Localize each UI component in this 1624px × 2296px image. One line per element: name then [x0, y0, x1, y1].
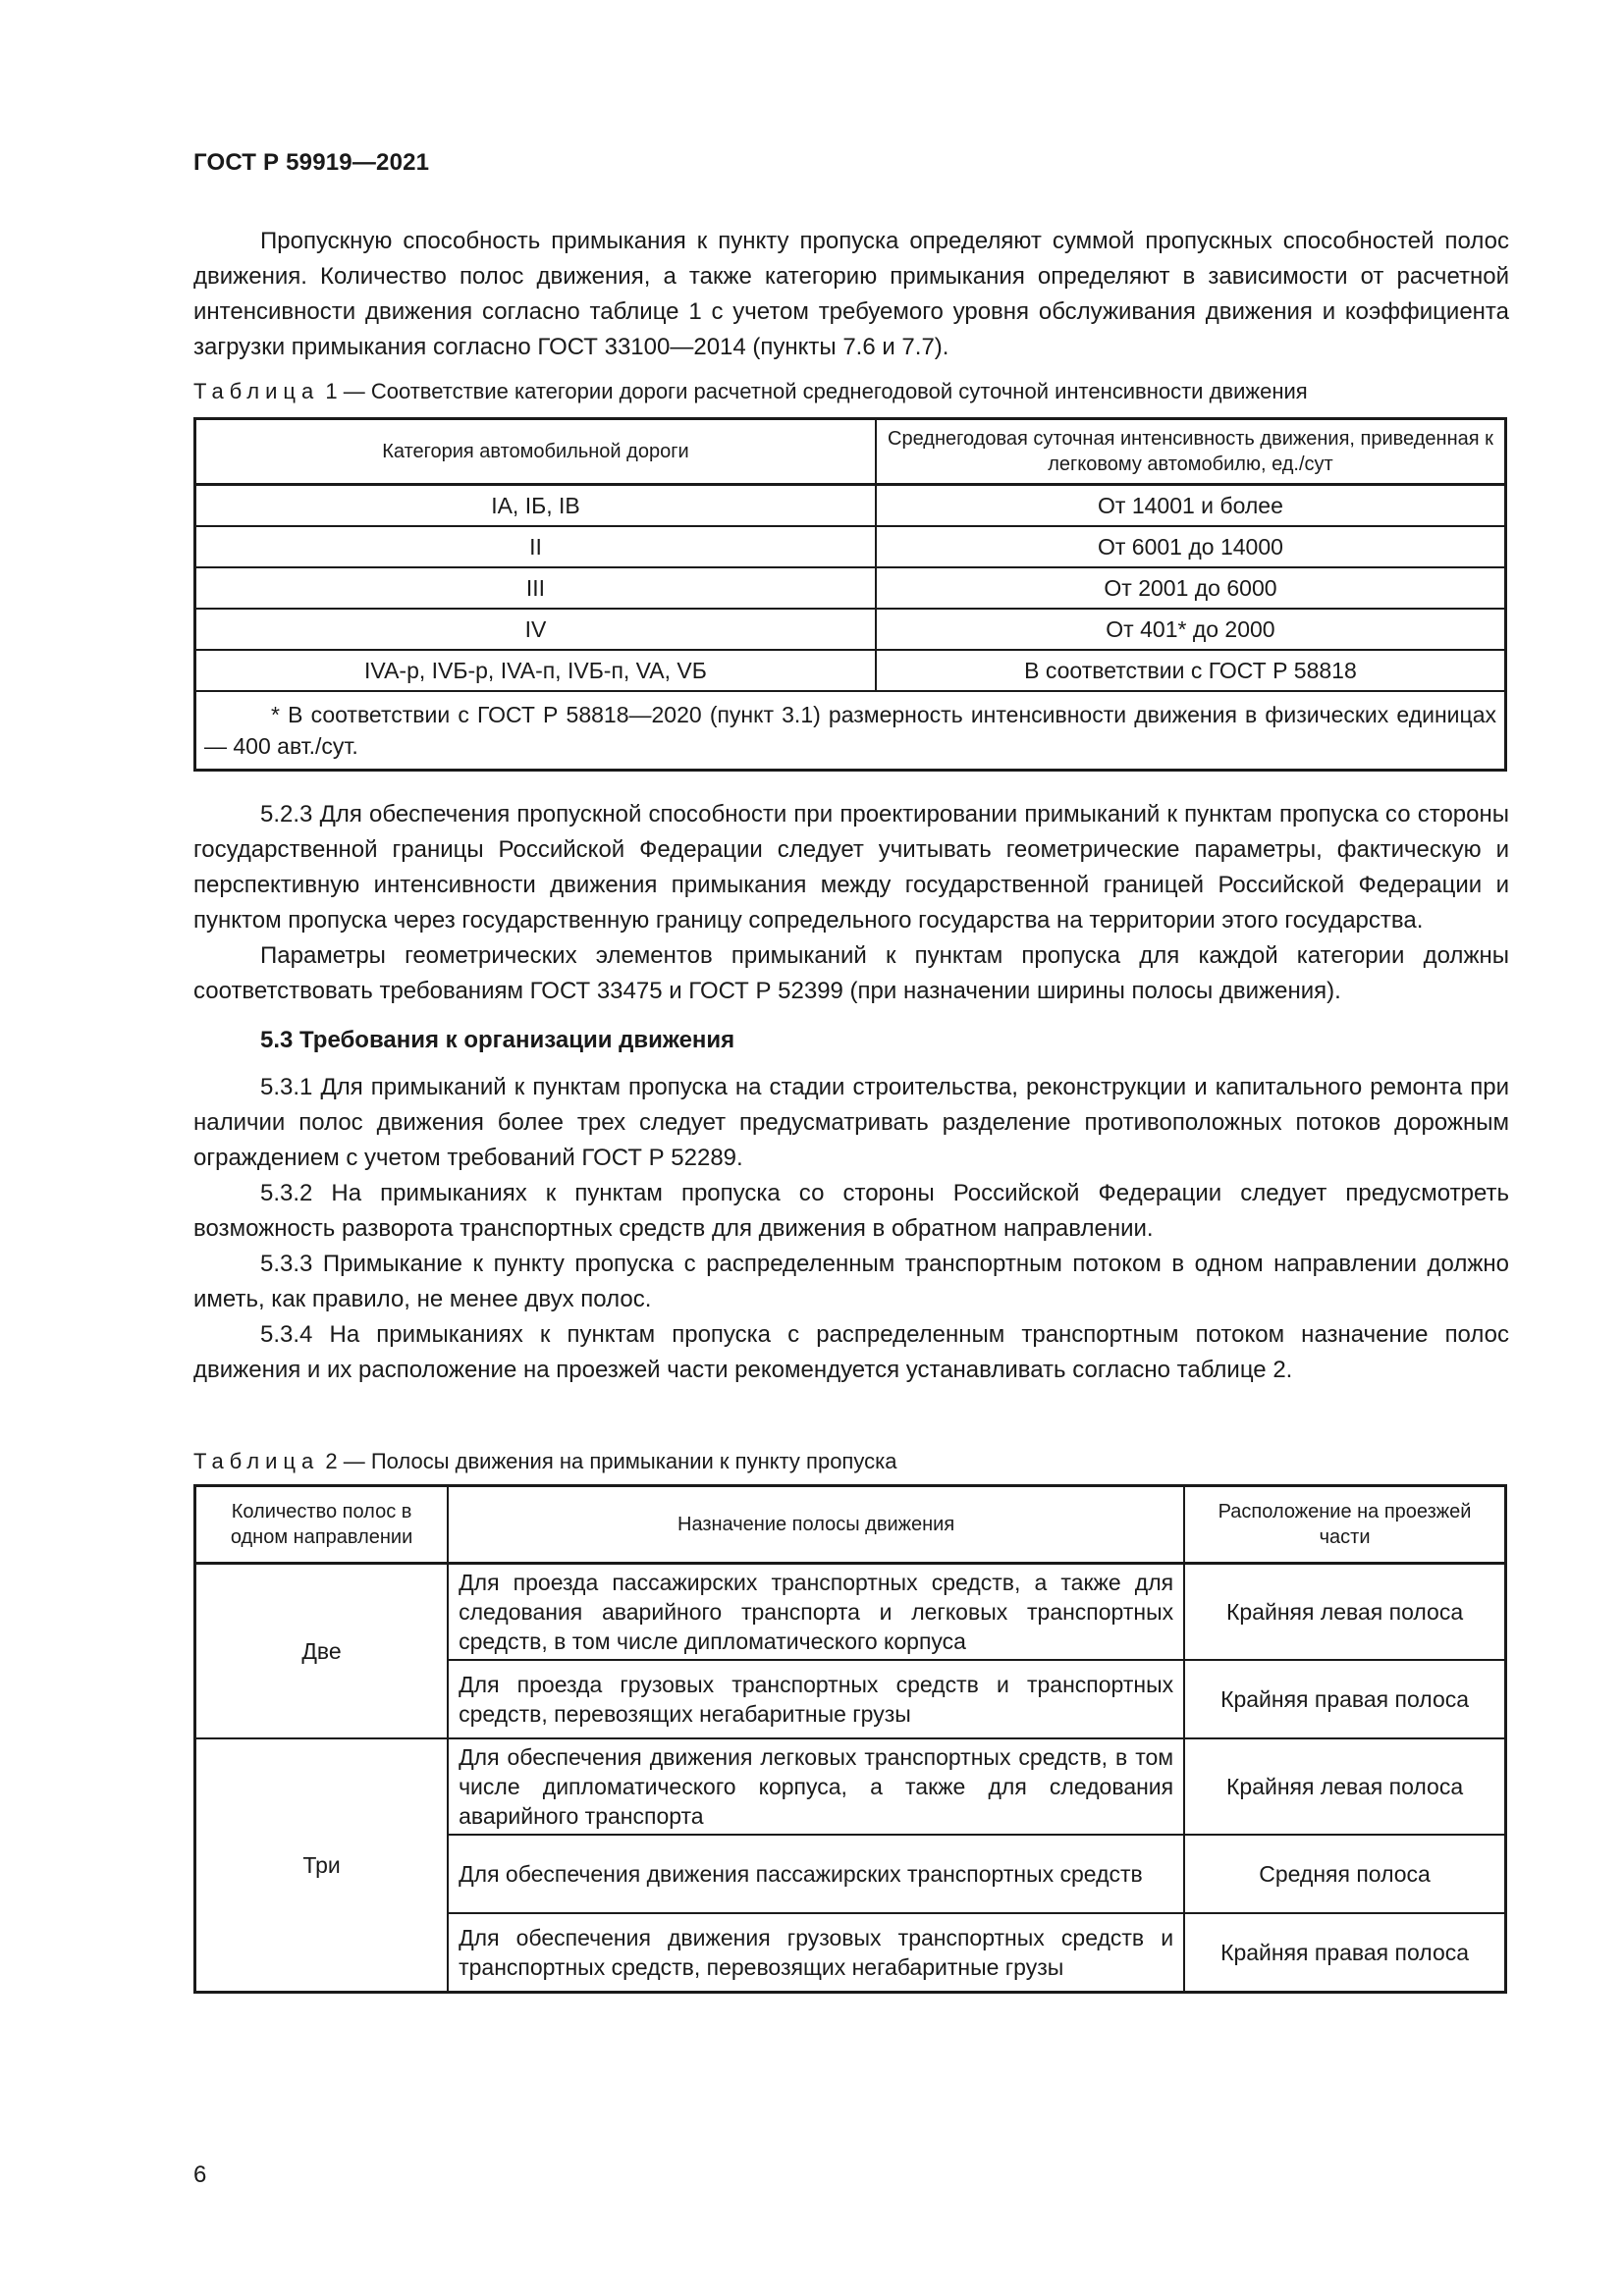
table2-header-purpose: Назначение полосы движения	[448, 1486, 1184, 1564]
table2-cell-location: Крайняя правая полоса	[1184, 1913, 1505, 1993]
table-row	[195, 1564, 1506, 1661]
paragraph-5-3-1: 5.3.1 Для примыканий к пунктам пропуска на стадии строительства, реконструкции и капитального ремонта при наличии полос движения более трех следует предусматривать разделение противоположных потоков дорожным ограждением с учетом требований ГОСТ Р 52289.	[193, 1074, 1509, 1171]
table1-header-category: Категория автомобильной дороги	[195, 419, 876, 485]
table-row	[195, 485, 1506, 527]
paragraph-geometric-params: Параметры геометрических элементов примыканий к пунктам пропуска для каждой категории должны соответствовать требованиям ГОСТ 33475 и ГОСТ Р 52399 (при назначении ширины полосы движения).	[193, 942, 1509, 1004]
section-5-3-title: 5.3 Требования к организации движения	[260, 1027, 735, 1053]
paragraph-5-3-4: 5.3.4 На примыканиях к пунктам пропуска с распределенным транспортным потоком назначение полос движения и их расположение на проезжей части рекомендуется устанавливать согласно таблице 2.	[193, 1321, 1509, 1383]
paragraph-5-3-3: 5.3.3 Примыкание к пункту пропуска с распределенным транспортным потоком в одном направлении должно иметь, как правило, не менее двух полос.	[193, 1251, 1509, 1312]
table-row	[195, 1738, 1506, 1835]
table1-footnote-row	[195, 691, 1506, 771]
paragraph-5-2-3: 5.2.3 Для обеспечения пропускной способности при проектировании примыканий к пунктам пропуска со стороны государственной границы Российской Федерации следует учитывать геометрические параметры, фактическую и перспективную интенсивности движения примыкания между государственной границей Российской Федерации и пунктом пропуска через государственную границу сопредельного государства на территории этого государства.	[193, 801, 1509, 934]
table2-cell-purpose: Для обеспечения движения легковых транспортных средств, в том числе дипломатического корпуса, а также для следования аварийного транспорта	[448, 1738, 1184, 1835]
table2-caption-word: Таблица	[193, 1449, 320, 1473]
table2-cell-purpose: Для проезда пассажирских транспортных средств, а также для следования аварийного транспорта и легковых транспортных средств, в том числе дипломатического корпуса	[448, 1564, 1184, 1661]
table1-cell-category: IA, IБ, IB	[195, 485, 876, 527]
table2-cell-count: Две	[195, 1564, 449, 1739]
table1-header-intensity: Среднегодовая суточная интенсивность движения, приведенная к легковому автомобилю, ед./сут	[876, 419, 1506, 485]
table1-cell-category: IV	[195, 609, 876, 650]
table-row	[195, 650, 1506, 691]
table2-cell-location: Крайняя левая полоса	[1184, 1564, 1505, 1661]
page-number: 6	[193, 2162, 207, 2188]
table2-cell-location: Крайняя правая полоса	[1184, 1660, 1505, 1738]
table2-header-location: Расположение на проезжей части	[1184, 1486, 1505, 1564]
table-road-category-intensity	[193, 417, 1507, 772]
table1-cell-intensity: В соответствии с ГОСТ Р 58818	[876, 650, 1506, 691]
table2-cell-count: Три	[195, 1738, 449, 1993]
table-row	[195, 609, 1506, 650]
table1-cell-category: II	[195, 526, 876, 567]
table2-caption-text: 2 — Полосы движения на примыкании к пункту пропуска	[319, 1449, 897, 1473]
table1-cell-category: III	[195, 567, 876, 609]
table2-cell-location: Средняя полоса	[1184, 1835, 1505, 1913]
intro-block	[193, 224, 1509, 365]
table1-cell-category: IVA-р, IVБ-р, IVA-п, IVБ-п, VA, VБ	[195, 650, 876, 691]
table1-cell-intensity: От 401* до 2000	[876, 609, 1506, 650]
table2-header-count: Количество полос в одном направлении	[195, 1486, 449, 1564]
table2-cell-purpose: Для обеспечения движения пассажирских транспортных средств	[448, 1835, 1184, 1913]
table1-caption-text: 1 — Соответствие категории дороги расчетной среднегодовой суточной интенсивности движения	[319, 379, 1308, 403]
table-lanes-assignment	[193, 1484, 1507, 1994]
paragraph-5-3-2: 5.3.2 На примыканиях к пунктам пропуска со стороны Российской Федерации следует предусмотреть возможность разворота транспортных средств для движения в обратном направлении.	[193, 1180, 1509, 1242]
table1-cell-intensity: От 2001 до 6000	[876, 567, 1506, 609]
table1-caption-word: Таблица	[193, 379, 320, 403]
table2-cell-location: Крайняя левая полоса	[1184, 1738, 1505, 1835]
table-row	[195, 567, 1506, 609]
table1-footnote: * В соответствии с ГОСТ Р 58818—2020 (пункт 3.1) размерность интенсивности движения в физических единицах — 400 авт./сут.	[195, 691, 1506, 771]
table2-cell-purpose: Для проезда грузовых транспортных средств и транспортных средств, перевозящих негабаритные грузы	[448, 1660, 1184, 1738]
table1-cell-intensity: От 6001 до 14000	[876, 526, 1506, 567]
table1-cell-intensity: От 14001 и более	[876, 485, 1506, 527]
table1-caption	[193, 377, 1308, 406]
section-5-2-3	[193, 797, 1509, 1388]
standard-header: ГОСТ Р 59919—2021	[193, 149, 430, 176]
table2-caption	[193, 1447, 896, 1476]
table2-cell-purpose: Для обеспечения движения грузовых транспортных средств и транспортных средств, перевозящих негабаритные грузы	[448, 1913, 1184, 1993]
intro-paragraph: Пропускную способность примыкания к пункту пропуска определяют суммой пропускных способностей полос движения. Количество полос движения, а также категорию примыкания определяют в зависимости от расчетной интенсивности движения согласно таблице 1 с учетом требуемого уровня обслуживания движения и коэффициента загрузки примыкания согласно ГОСТ 33100—2014 (пункты 7.6 и 7.7).	[193, 228, 1509, 360]
table-row	[195, 526, 1506, 567]
